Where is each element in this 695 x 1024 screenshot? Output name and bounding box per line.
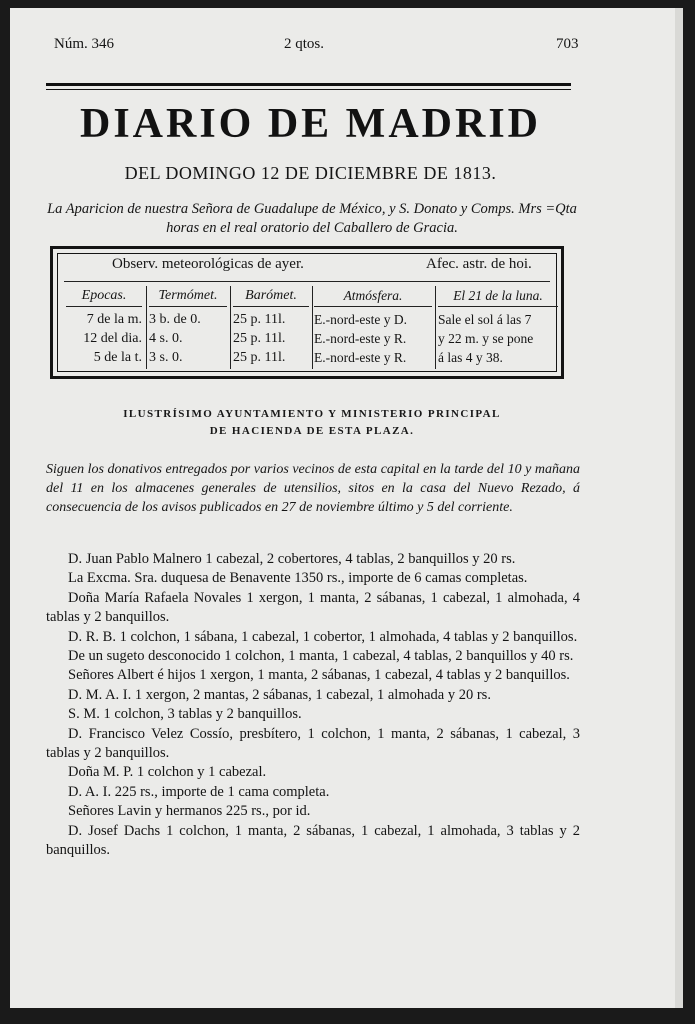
weather-col-epocas (66, 286, 142, 367)
donation-list (46, 550, 580, 861)
list-item: S. M. 1 colchon, 3 tablas y 2 banquillos. (68, 706, 302, 723)
weather-col-termomet (149, 286, 227, 367)
list-item: Señores Albert é hijos 1 xergon, 1 manta, 2 sábanas, 1 cabezal, 4 tablas y 2 banquillos. (68, 667, 570, 684)
weather-col-divider (230, 286, 231, 369)
weather-cell: 3 s. 0. (149, 350, 183, 365)
weather-cell: E.-nord-este y D. (314, 312, 407, 327)
weather-table (50, 246, 564, 379)
issue-price: 2 qtos. (284, 36, 325, 52)
weather-cell: E.-nord-este y R. (314, 331, 407, 346)
weather-cell: 4 s. 0. (149, 331, 183, 346)
weather-col-luna (438, 286, 558, 367)
list-item: De un sugeto desconocido 1 colchon, 1 manta, 1 cabezal, 4 tablas, 2 banquillos y 40 rs. (68, 648, 574, 665)
list-item: D. A. I. 225 rs., importe de 1 cama completa. (68, 783, 330, 800)
weather-col-divider (435, 286, 436, 369)
weather-col-header: Epocas. (66, 286, 142, 307)
list-item: D. Francisco Velez Cossío, presbítero, 1 colchon, 1 manta, 2 sábanas, 1 cabezal, 3 tablas y 2 banquillos. (46, 725, 580, 762)
weather-cell: 25 p. 11l. (233, 350, 286, 365)
list-item: D. M. A. I. 1 xergon, 2 mantas, 2 sábanas, 1 cabezal, 1 almohada y 20 rs. (68, 686, 491, 703)
weather-col-header: Atmósfera. (314, 286, 432, 307)
list-item: D. Juan Pablo Malnero 1 cabezal, 2 cobertores, 4 tablas, 2 banquillos y 20 rs. (68, 551, 516, 567)
saint-line: La Aparicion de nuestra Señora de Guadalupe de México, y S. Donato y Comps. Mrs =Qta horas en el real oratorio del Caballero de Gracia. (47, 201, 577, 236)
weather-observations-title: Observ. meteorológicas de ayer. (112, 256, 304, 272)
newspaper-title: DIARIO DE MADRID (79, 101, 541, 147)
weather-astronomy-title: Afec. astr. de hoi. (426, 256, 532, 272)
weather-col-divider (312, 286, 313, 369)
weather-cell: 3 b. de 0. (149, 312, 201, 327)
weather-cell: y 22 m. y se pone (438, 331, 534, 346)
weather-cell: á las 4 y 38. (438, 350, 503, 365)
page-number: 703 (556, 36, 579, 52)
weather-col-divider (146, 286, 147, 369)
weather-cell: 12 del dia. (83, 331, 142, 346)
weather-title-rule (64, 281, 550, 282)
header-rule-thin (46, 89, 571, 90)
weather-cell: 7 de la m. (86, 312, 142, 327)
weather-col-header: El 21 de la luna. (438, 286, 558, 307)
weather-table-inner (57, 253, 557, 372)
issue-number: Núm. 346 (54, 36, 114, 52)
weather-cell: E.-nord-este y R. (314, 350, 407, 365)
weather-cell: 5 de la t. (93, 350, 142, 365)
date-line: DEL DOMINGO 12 DE DICIEMBRE DE 1813. (124, 163, 497, 183)
weather-cell: Sale el sol á las 7 (438, 312, 532, 327)
notice-heading-line: DE HACIENDA DE ESTA PLAZA. (209, 425, 415, 437)
page-header (44, 36, 591, 56)
header-rule-thick (46, 83, 571, 86)
weather-col-header: Barómet. (233, 286, 309, 307)
weather-cell: 25 p. 11l. (233, 331, 286, 346)
weather-col-header: Termómet. (149, 286, 227, 307)
list-item: Doña M. P. 1 colchon y 1 cabezal. (68, 764, 267, 781)
notice-heading (44, 406, 580, 440)
notice-heading-line: ILUSTRÍSIMO AYUNTAMIENTO Y MINISTERIO PRINCIPAL (123, 408, 501, 420)
weather-cell: 25 p. 11l. (233, 312, 286, 327)
weather-col-atmosfera (314, 286, 432, 367)
list-item: D. Josef Dachs 1 colchon, 1 manta, 2 sábanas, 1 cabezal, 1 almohada, 3 tablas y 2 banquillos. (46, 822, 580, 859)
list-item: D. R. B. 1 colchon, 1 sábana, 1 cabezal, 1 cobertor, 1 almohada, 4 tablas y 2 banquillos. (68, 628, 578, 645)
list-item: Señores Lavin y hermanos 225 rs., por id. (68, 803, 311, 820)
weather-col-baromet (233, 286, 309, 367)
notice-intro: Siguen los donativos entregados por varios vecinos de esta capital en la tarde del 10 y mañana del 11 en los almacenes generales de utensilios, sitos en la casa del Nuevo Rezado, á consecuencia de los avisos publicados en 27 de noviembre último y 5 del corriente. (46, 462, 580, 515)
list-item: Doña María Rafaela Novales 1 xergon, 1 manta, 2 sábanas, 1 cabezal, 1 almohada, 4 tablas y 2 banquillos. (46, 589, 580, 626)
page-edge (675, 8, 683, 1008)
list-item: La Excma. Sra. duquesa de Benavente 1350 rs., importe de 6 camas completas. (68, 570, 528, 587)
